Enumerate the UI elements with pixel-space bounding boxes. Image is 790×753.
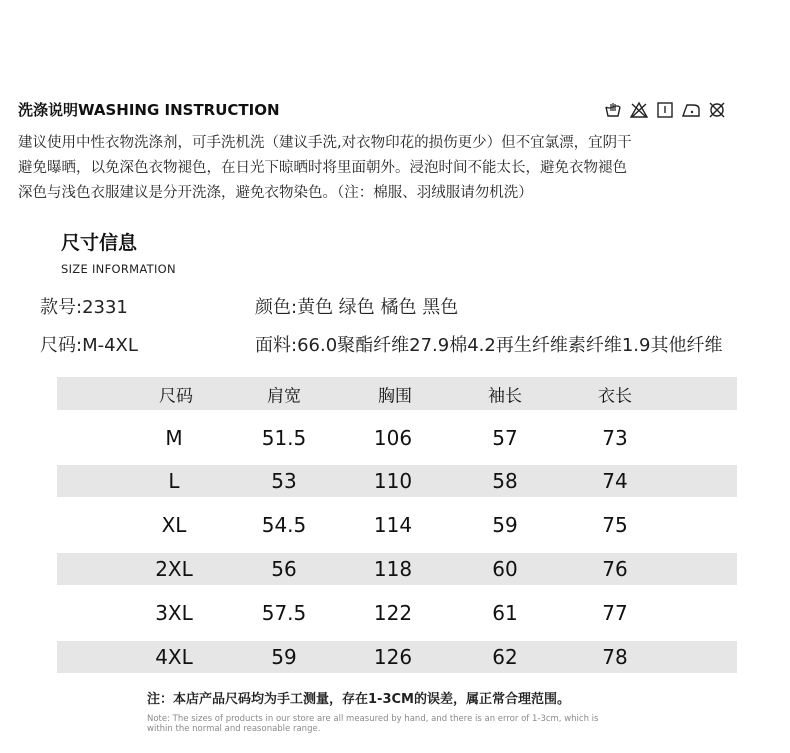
measurement-note-cn: 注：本店产品尺码均为手工测量，存在1-3CM的误差，属正常合理范围。: [147, 692, 570, 707]
cell-shoulder: 59: [271, 645, 297, 669]
colors: 颜色:黄色 绿色 橘色 黑色: [255, 297, 459, 318]
cell-shoulder: 53: [271, 469, 297, 493]
note-en-line: Note: The sizes of products in our store are all measured by hand, and there is an error of 1-3cm, which is: [147, 714, 599, 724]
washing-line: 避免曝晒，以免深色衣物褪色，在日光下晾晒时将里面朝外。浸泡时间不能太长，避免衣物褪色: [18, 160, 627, 176]
model-number: 款号:2331: [40, 297, 128, 318]
cell-length: 76: [602, 557, 628, 581]
note-en-line: within the normal and reasonable range.: [147, 724, 321, 734]
cell-size: 2XL: [155, 557, 193, 581]
care-icons: [603, 101, 727, 119]
hand-wash-icon: [603, 101, 623, 119]
tumble-dry-icon: [655, 101, 675, 119]
table-row: [57, 497, 737, 553]
cell-length: 75: [602, 513, 628, 537]
header-length: 衣长: [598, 386, 632, 406]
size-range: 尺码:M-4XL: [40, 335, 138, 356]
cell-size: XL: [161, 513, 187, 537]
cell-length: 74: [602, 469, 628, 493]
cell-size: M: [165, 425, 183, 450]
no-dry-clean-icon: [707, 101, 727, 119]
washing-instruction-title: 洗涤说明WASHING INSTRUCTION: [18, 101, 280, 119]
no-bleach-icon: [629, 101, 649, 119]
cell-shoulder: 54.5: [261, 513, 307, 537]
table-row: [57, 465, 737, 497]
table-row: [57, 585, 737, 641]
table-row: [57, 641, 737, 673]
cell-size: L: [168, 469, 180, 493]
cell-sleeve: 61: [492, 601, 518, 625]
cell-size: 3XL: [155, 601, 193, 625]
table-row: [57, 553, 737, 585]
size-info-subtitle: SIZE INFORMATION: [61, 262, 176, 276]
cell-sleeve: 62: [492, 645, 518, 669]
cell-sleeve: 60: [492, 557, 518, 581]
header-size: 尺码: [159, 386, 193, 406]
fabric: 面料:66.0聚酯纤维27.9棉4.2再生纤维素纤维1.9其他纤维: [255, 335, 723, 356]
cell-chest: 122: [373, 601, 413, 625]
washing-instruction-text: [18, 131, 788, 206]
table-row: [57, 410, 737, 465]
cell-chest: 110: [373, 469, 413, 493]
cell-shoulder: 56: [271, 557, 297, 581]
header-shoulder: 肩宽: [267, 386, 301, 406]
cell-sleeve: 59: [492, 513, 518, 537]
cell-length: 78: [602, 645, 628, 669]
size-table: [57, 377, 737, 673]
cell-sleeve: 58: [492, 469, 518, 493]
measurement-note-en: [147, 714, 687, 734]
cell-size: 4XL: [155, 645, 193, 669]
cell-chest: 118: [373, 557, 413, 581]
cell-shoulder: 51.5: [261, 425, 307, 450]
washing-line: 建议使用中性衣物洗涤剂，可手洗机洗（建议手洗,对衣物印花的损伤更少）但不宜氯漂，宜阴干: [18, 135, 632, 151]
header-chest: 胸围: [378, 386, 412, 406]
header-sleeve: 袖长: [488, 386, 522, 406]
size-info-title: 尺寸信息: [61, 232, 138, 254]
table-header: [57, 377, 737, 410]
cell-length: 73: [602, 425, 628, 450]
cell-shoulder: 57.5: [261, 601, 307, 625]
iron-icon: [681, 101, 701, 119]
cell-length: 77: [602, 601, 628, 625]
cell-chest: 126: [373, 645, 413, 669]
cell-chest: 106: [373, 425, 413, 450]
cell-chest: 114: [373, 513, 413, 537]
washing-line: 深色与浅色衣服建议是分开洗涤，避免衣物染色。（注：棉服、羽绒服请勿机洗）: [18, 185, 533, 201]
cell-sleeve: 57: [492, 425, 518, 450]
